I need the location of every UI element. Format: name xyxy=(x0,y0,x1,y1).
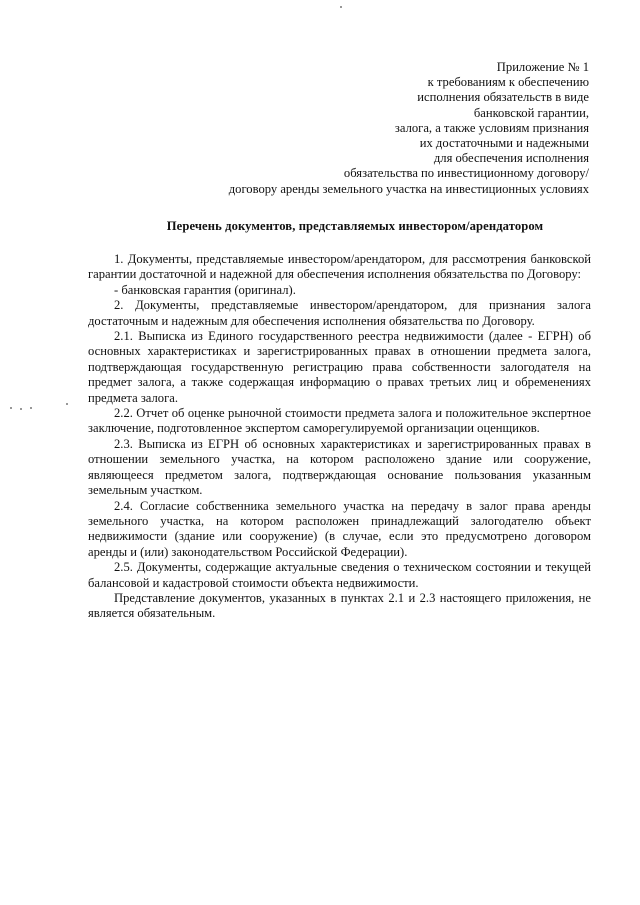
document-title: Перечень документов, представляемых инвестором/арендатором xyxy=(166,219,544,233)
header-line: обязательства по инвестиционному договору/ xyxy=(343,166,589,181)
paragraph-2-4: 2.4. Согласие собственника земельного участка на передачу в залог права аренды земельного участка, на котором расположен принадлежащий залогодателю объект недвижимости (здание или сооружение) (в случае, если это предусмотрено договором аренды и (или) законодательством Российской Федерации). xyxy=(88,498,591,559)
scan-speck xyxy=(10,407,12,409)
closing-note: Представление документов, указанных в пунктах 2.1 и 2.3 настоящего приложения, не является обязательным. xyxy=(88,590,591,621)
scan-speck xyxy=(30,407,32,409)
paragraph-2-2: 2.2. Отчет об оценке рыночной стоимости предмета залога и положительное экспертное заключение, подготовленное экспертом саморегулируемой организации оценщиков. xyxy=(88,406,591,436)
scan-speck xyxy=(20,408,22,410)
paragraph-2-3: 2.3. Выписка из ЕГРН об основных характеристиках и зарегистрированных правах в отношении земельного участка, на котором расположено здание или сооружение, являющееся предметом залога, подтверждающая основание пользования указанным земельным участком. xyxy=(88,436,591,498)
document-body xyxy=(88,252,591,622)
header-line: для обеспечения исполнения xyxy=(433,151,589,166)
paragraph-2-1: 2.1. Выписка из Единого государственного реестра недвижимости (далее - ЕГРН) об основных характеристиках и зарегистрированных правах в отношении предмета залога, подтверждающая государственную регистрацию права собственности залогодателя на предмет залога, а также содержащая информацию о правах третьих лиц и обременениях предмета залога. xyxy=(88,329,591,405)
header-line: Приложение № 1 xyxy=(496,60,589,74)
scan-speck xyxy=(340,6,342,8)
paragraph-2-5: 2.5. Документы, содержащие актуальные сведения о техническом состоянии и текущей балансовой и кадастровой стоимости объекта недвижимости. xyxy=(88,560,591,590)
header-line: их достаточными и надежными xyxy=(419,136,589,151)
appendix-header xyxy=(169,60,589,197)
header-line: банковской гарантии, xyxy=(473,105,589,120)
paragraph-1: 1. Документы, представляемые инвестором/арендатором, для рассмотрения банковской гарантии достаточной и надежной для обеспечения исполнения обязательства по Договору: xyxy=(88,252,591,282)
header-line: исполнения обязательств в виде xyxy=(417,90,589,105)
header-line: договору аренды земельного участка на инвестиционных условиях xyxy=(228,181,589,196)
header-line: к требованиям к обеспечению xyxy=(427,75,589,90)
paragraph-2: 2. Документы, представляемые инвестором/арендатором, для признания залога достаточным и надежным для обеспечения исполнения обязательства по Договору. xyxy=(88,298,591,328)
paragraph-1-item: - банковская гарантия (оригинал). xyxy=(114,282,296,297)
scan-speck xyxy=(66,403,68,405)
header-line: залога, а также условиям признания xyxy=(394,120,589,135)
